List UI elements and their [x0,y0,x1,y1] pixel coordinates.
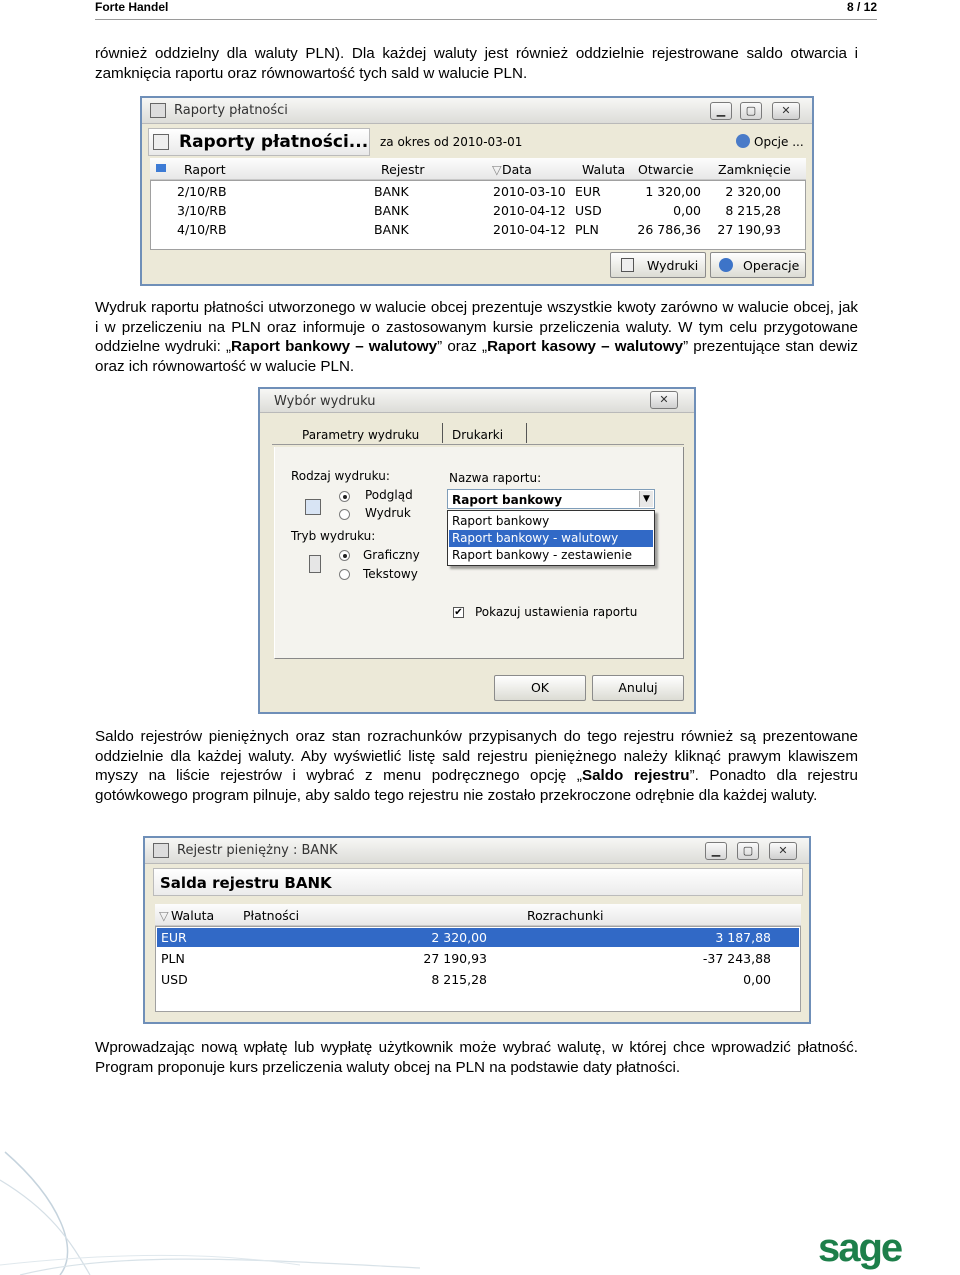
row-waluta: USD [575,203,602,218]
graphic-label[interactable]: Graficzny [363,548,420,562]
print-kind-label: Rodzaj wydruku: [291,469,390,483]
preview-label[interactable]: Podgląd [365,488,413,502]
row-platnosci: 8 215,28 [431,972,487,987]
row-rozrachunki: 0,00 [743,972,771,987]
row-waluta: PLN [575,222,599,237]
window-heading: Raporty płatności... [179,132,369,152]
tab-printers[interactable]: Drukarki [452,428,504,442]
col-waluta[interactable]: Waluta [582,162,626,177]
close-icon[interactable]: ✕ [650,391,678,409]
grid-header [155,904,801,926]
row-data: 2010-03-10 [493,184,566,199]
option-label: Raport bankowy - zestawienie [452,548,632,562]
report-dropdown-list [447,510,655,566]
col-rejestr[interactable]: Rejestr [381,162,425,177]
title-bar [145,838,809,864]
operations-icon [719,258,733,272]
ok-label: OK [530,680,550,695]
list-item[interactable] [449,513,653,530]
row-waluta: PLN [161,951,185,966]
col-waluta[interactable]: Waluta [171,908,215,923]
title-bar [260,389,694,413]
row-data: 2010-04-12 [493,222,566,237]
header-title: Forte Handel [95,0,169,14]
window-title: Raporty płatności [174,103,288,118]
period-label: za okres od 2010-03-01 [380,135,523,149]
para2-text-2: ” oraz „ [437,338,488,356]
row-otwarcie: 0,00 [673,203,701,218]
chevron-down-icon[interactable]: ▼ [639,491,653,507]
tab-panel [274,447,684,659]
operations-button[interactable] [710,252,806,278]
radio-print[interactable] [339,509,350,520]
col-zamkniecie[interactable]: Zamknięcie [718,162,791,177]
cash-register-window [143,836,811,1024]
paragraph-1: również oddzielny dla waluty PLN). Dla każdej waluty jest również oddzielnie rejestrowane saldo otwarcia i zamknięcia raportu oraz równowartość tych sald w walucie PLN. [95,45,858,82]
row-zamkniecie: 2 320,00 [725,184,781,199]
paragraph-4: Wprowadzając nową wpłatę lub wypłatę użytkownik może wybrać walutę, w której chce wprowadzić płatność. Program proponuje kurs przeliczenia waluty obcej na PLN na podstawie daty płatności. [95,1039,858,1076]
heading-box [148,128,370,156]
para3-text-2: ”. Ponadto dla rejestru gotówkowego program pilnuje, aby saldo tego rejestru nie zostało przekroczone odrębnie dla każdej waluty. [95,767,858,804]
options-label: Opcje ... [754,135,804,149]
para2-bold-2: Raport kasowy – walutowy [487,338,684,356]
dialog-title: Wybór wydruku [274,394,376,409]
row-rejestr: BANK [374,222,409,237]
text-label[interactable]: Tekstowy [363,567,418,581]
radio-preview[interactable] [339,491,350,502]
payment-reports-window [140,96,814,286]
col-raport[interactable]: Raport [184,162,226,177]
row-zamkniecie: 27 190,93 [717,222,781,237]
tab-divider [442,423,443,443]
sage-logo: sage [818,1226,902,1270]
app-icon [150,103,166,118]
options-icon [736,134,750,148]
sort-desc-icon: ▽ [159,908,169,923]
tab-divider [526,423,527,443]
row-platnosci: 2 320,00 [431,930,487,945]
row-rozrachunki: 3 187,88 [715,930,771,945]
maximize-icon[interactable]: ▢ [737,842,759,860]
option-label: Raport bankowy [452,514,550,528]
row-platnosci: 27 190,93 [423,951,487,966]
report-selected-value: Raport bankowy [452,493,563,507]
reports-grid [150,180,806,250]
print-mode-label: Tryb wydruku: [291,529,376,543]
operations-label: Operacje [743,258,800,273]
sort-desc-icon: ▽ [492,162,502,177]
prints-button[interactable] [610,252,706,278]
maximize-icon[interactable]: ▢ [740,102,762,120]
window-heading: Salda rejestru BANK [160,874,332,892]
para3-text-1: Saldo rejestrów pieniężnych oraz stan rozrachunków przypisanych do tego rejestru również są prezentowane oddzielnie dla każdej waluty. Aby wyświetlić listę sald rejestru pieniężnego należy kliknąć prawym klawiszem myszy na liście rejestrów i wybrać z menu podręcznego opcję „ [95,728,858,785]
col-otwarcie[interactable]: Otwarcie [638,162,694,177]
table-row-selected[interactable] [157,928,799,947]
para2-bold-1: Raport bankowy – walutowy [231,338,438,356]
page-number: 8 / 12 [846,0,877,14]
balances-grid [155,926,801,1012]
report-icon [153,134,169,150]
tab-print-params[interactable]: Parametry wydruku [302,428,420,442]
option-label: Raport bankowy - walutowy [452,531,619,545]
table-row[interactable] [157,949,799,968]
row-waluta: USD [161,972,188,987]
col-data[interactable]: Data [502,162,532,177]
row-zamkniecie: 8 215,28 [725,203,781,218]
row-raport: 3/10/RB [177,203,227,218]
row-rozrachunki: -37 243,88 [702,951,771,966]
print-selection-dialog [258,387,696,714]
heading-box [153,868,803,896]
ok-button[interactable] [494,675,586,701]
table-row[interactable] [151,221,805,239]
prints-label: Wydruki [647,258,699,273]
grid-header [150,158,806,180]
list-item[interactable] [449,547,653,564]
minimize-icon[interactable]: ▁ [705,842,727,860]
col-rozrachunki[interactable]: Rozrachunki [527,908,604,923]
print-label[interactable]: Wydruk [365,506,411,520]
row-raport: 4/10/RB [177,222,227,237]
minimize-icon[interactable]: ▁ [710,102,732,120]
list-item-selected[interactable] [449,530,653,547]
row-waluta: EUR [575,184,601,199]
table-row[interactable] [151,202,805,220]
app-icon [153,843,169,858]
page-header [95,0,877,20]
table-row[interactable] [157,970,799,989]
para2-text-1: Wydruk raportu płatności utworzonego w walucie obcej prezentuje wszystkie kwoty zarówno w walucie obcej, jak i w przeliczeniu na PLN oraz informuje o zastosowanym kursie przeliczenia waluty. W tym celu przygotowane oddzielne wydruki: „ [95,299,858,356]
row-rejestr: BANK [374,184,409,199]
title-bar [142,98,812,124]
close-icon[interactable]: ✕ [772,102,800,120]
row-raport: 2/10/RB [177,184,227,199]
printer-icon [621,258,634,272]
col-platnosci[interactable]: Płatności [243,908,300,923]
paragraph-3 [95,727,858,805]
row-waluta: EUR [161,930,187,945]
row-rejestr: BANK [374,203,409,218]
preview-icon [305,499,321,515]
close-icon[interactable]: ✕ [769,842,797,860]
para3-bold-1: Saldo rejestru [581,767,690,785]
report-select[interactable] [447,489,655,509]
radio-text[interactable] [339,569,350,580]
decorative-swirl [0,1140,420,1275]
show-settings-label[interactable]: Pokazuj ustawienia raportu [475,605,638,619]
report-name-label: Nazwa raportu: [449,471,542,485]
row-otwarcie: 26 786,36 [637,222,701,237]
mode-icon [309,555,321,573]
table-row[interactable] [151,183,805,201]
show-settings-checkbox[interactable]: ✔ [454,607,463,618]
row-otwarcie: 1 320,00 [645,184,701,199]
tab-strip [272,419,684,445]
para2-text-3: ” prezentujące stan dewiz oraz ich równowartość w walucie PLN. [95,338,858,375]
window-title: Rejestr pieniężny : BANK [177,843,338,858]
paragraph-2 [95,298,858,376]
cancel-label: Anuluj [618,680,658,695]
cancel-button[interactable] [592,675,684,701]
select-all-icon[interactable] [156,164,166,172]
radio-graphic[interactable] [339,550,350,561]
row-data: 2010-04-12 [493,203,566,218]
